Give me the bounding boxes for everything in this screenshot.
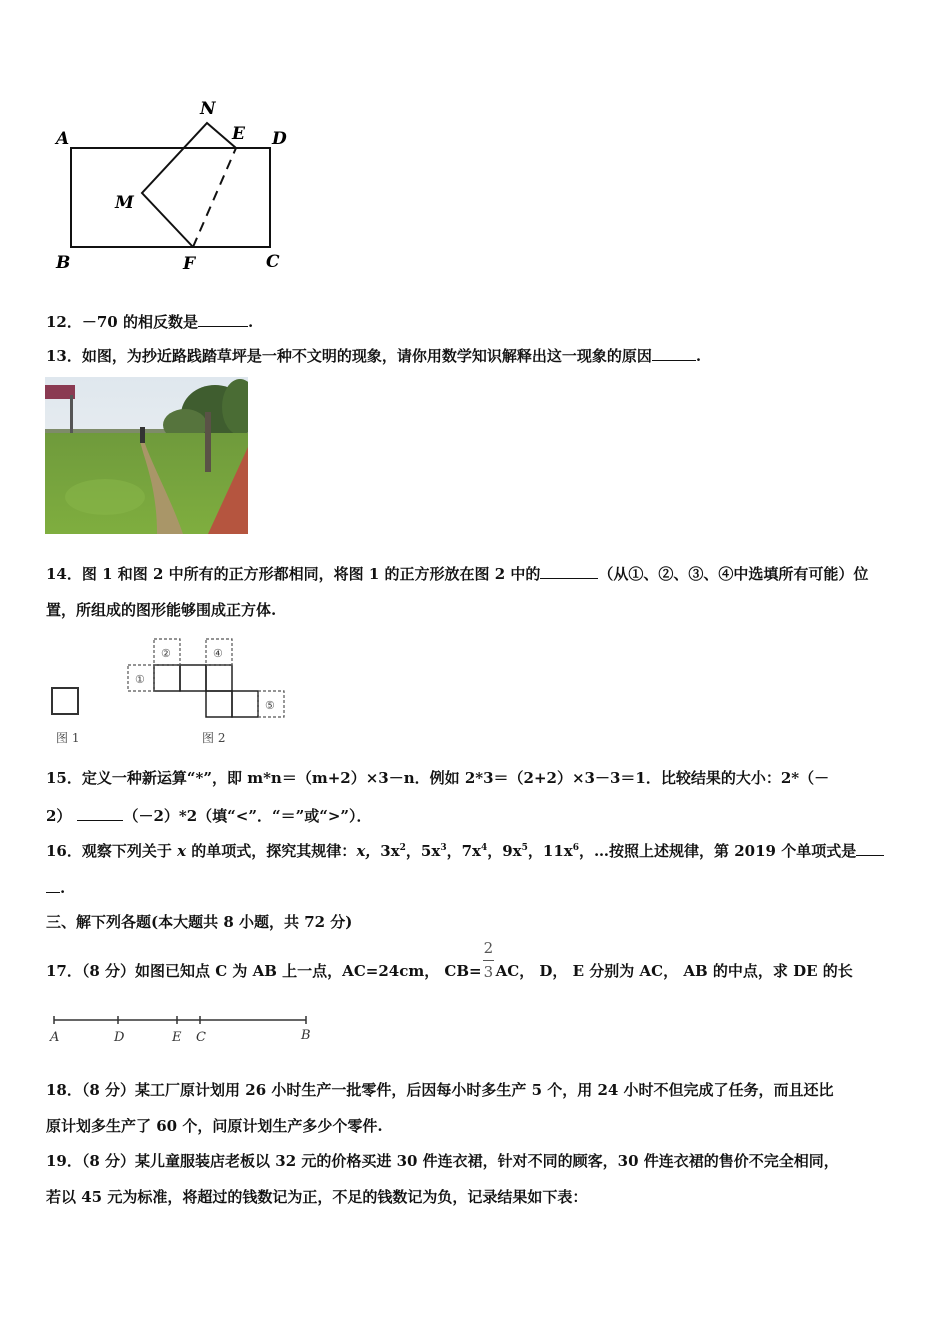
label-E: E	[232, 124, 245, 144]
question-12	[46, 311, 253, 332]
label-N: N	[200, 99, 216, 119]
question-19-line1	[46, 1151, 839, 1171]
exp-3: 3	[440, 843, 447, 853]
question-15-line2	[46, 805, 372, 826]
q16-end: .	[60, 879, 66, 897]
point-C: C	[196, 1030, 206, 1045]
q18-text: 18．（8 分）某工厂原计划用 26 小时生产一批零件，后因每小时多生产 5 个，用 24 小时不但完成了任务，而且还比	[46, 1081, 834, 1099]
q18-text-line2: 原计划多生产了 60 个，问原计划生产多少个零件.	[46, 1117, 383, 1135]
q14-text-line2: 置，所组成的图形能够围成正方体.	[46, 601, 277, 619]
answer-blank	[77, 805, 123, 821]
point-E: E	[172, 1030, 182, 1045]
question-16-line1	[46, 840, 884, 861]
question-16-line2	[46, 877, 65, 898]
q16-mid: 的单项式，探究其规律：	[191, 842, 357, 860]
circle-4: ④	[213, 647, 223, 660]
label-A: A	[56, 129, 70, 149]
question-13	[46, 345, 701, 366]
term-3: ，5x	[405, 842, 441, 860]
label-M: M	[115, 193, 134, 213]
question-18-line2	[46, 1116, 383, 1136]
q14-text-after: （从①、②、③、④中选填所有可能）位	[598, 565, 869, 583]
q16-suffix: 按照上述规律，第 2019 个单项式是	[609, 842, 857, 860]
fig1-square	[52, 688, 78, 714]
fig1-label: 图 1	[56, 731, 80, 745]
q14-text: 14．图 1 和图 2 中所有的正方形都相同，将图 1 的正方形放在图 2 中的	[46, 565, 541, 583]
term-2: 3x	[380, 842, 400, 860]
answer-blank	[540, 563, 598, 579]
question-14-line2	[46, 600, 276, 620]
point-D: D	[114, 1030, 125, 1045]
answer-blank-cont	[46, 877, 60, 893]
answer-blank	[652, 345, 696, 361]
cube-net-figures	[46, 636, 296, 750]
question-19-line2	[46, 1187, 587, 1207]
rectangle-fold-figure	[50, 95, 300, 275]
frac-num: 2	[483, 939, 494, 957]
term-6: ，11x	[527, 842, 573, 860]
label-C: C	[266, 252, 280, 272]
q16-prefix: 16．观察下列关于	[46, 842, 172, 860]
term-1: x，	[356, 842, 381, 860]
circle-5: ⑤	[265, 699, 275, 712]
exp-2: 2	[399, 843, 406, 853]
q12-end: .	[247, 313, 254, 331]
question-18-line1	[46, 1080, 834, 1100]
fraction-two-thirds	[482, 939, 496, 982]
frac-den: 3	[483, 963, 494, 981]
label-F: F	[183, 254, 196, 274]
exp-5: 5	[521, 843, 528, 853]
q16-var: x	[177, 842, 187, 860]
point-B: B	[301, 1028, 311, 1043]
answer-blank	[856, 840, 884, 856]
exp-6: 6	[572, 843, 579, 853]
q12-text: 12．－70 的相反数是	[46, 313, 198, 331]
fig2-label: 图 2	[202, 731, 226, 745]
q19-text-line2: 若以 45 元为标准，将超过的钱数记为正，不足的钱数记为负，记录结果如下表：	[46, 1188, 588, 1206]
fold-dashed-line	[193, 148, 236, 247]
q17-text-after: AC， D， E 分别为 AC， AB 的中点，求 DE 的长	[495, 962, 853, 980]
section-3-text: 三、解下列各题(本大题共 8 小题，共 72 分)	[46, 913, 353, 931]
fold-edges	[142, 123, 236, 247]
q15-text-line2: 2）	[46, 807, 72, 825]
question-17	[46, 939, 853, 982]
exp-4: 4	[480, 843, 488, 853]
label-D: D	[272, 129, 287, 149]
question-14-line1	[46, 563, 868, 584]
label-B: B	[56, 253, 71, 273]
q15-text: 15．定义一种新运算“*”，即 m*n＝（m+2）×3－n．例如 2*3＝（2+2）×3－3＝1．比较结果的大小：2*（－	[46, 769, 830, 787]
q17-text: 17．（8 分）如图已知点 C 为 AB 上一点，AC=24cm， CB=	[46, 962, 482, 980]
term-4: ，7x	[446, 842, 481, 860]
q15-text-after: （－2）*2（填“<”．“＝”或“>”）．	[123, 807, 372, 825]
circle-2: ②	[161, 647, 171, 660]
answer-blank	[198, 311, 248, 327]
section-3-heading	[46, 912, 352, 932]
question-15-line1	[46, 768, 829, 788]
segment-figure	[48, 1010, 318, 1046]
point-A: A	[50, 1030, 60, 1045]
q13-text: 13．如图，为抄近路践踏草坪是一种不文明的现象，请你用数学知识解释出这一现象的原因	[46, 347, 652, 365]
term-ellipsis: ，…	[578, 842, 609, 860]
circle-1: ①	[135, 673, 145, 686]
term-5: ，9x	[487, 842, 522, 860]
q13-end: .	[695, 347, 702, 365]
fig2-net	[154, 665, 258, 717]
lawn-photo	[45, 377, 248, 534]
q19-text: 19．（8 分）某儿童服装店老板以 32 元的价格买进 30 件连衣裙，针对不同的顾客，30 件连衣裙的售价不完全相同，	[46, 1152, 839, 1170]
